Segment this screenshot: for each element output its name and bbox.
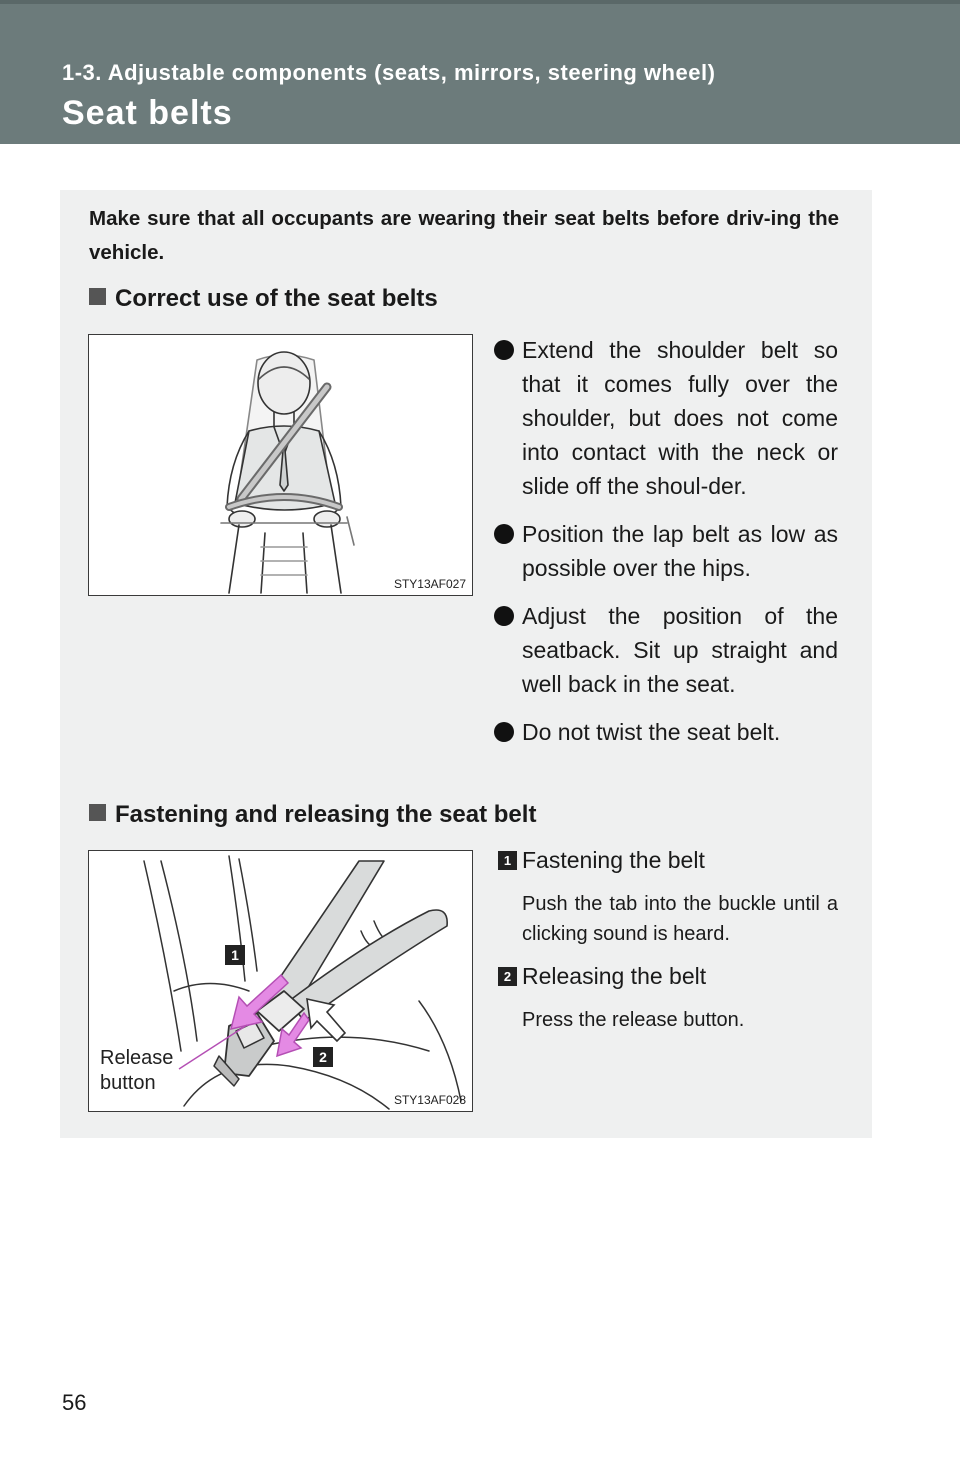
step-description: Push the tab into the buckle until a clicking sound is heard. <box>522 893 838 945</box>
bullet-item-text: Extend the shoulder belt so that it comes fully over the shoulder, but does not come into contact with the neck or slide off the shoul-der. <box>522 337 838 499</box>
bullet-item-text: Do not twist the seat belt. <box>522 719 781 745</box>
intro-text: Make sure that all occupants are wearing their seat belts before driv-ing the vehicle. <box>89 207 839 264</box>
subheading-correct-use <box>89 285 438 313</box>
step-title-text: Releasing the belt <box>522 963 707 989</box>
figure-code: STY13AF028 <box>393 1093 466 1107</box>
step-number-badge: 2 <box>498 967 517 986</box>
step-releasing <box>498 961 838 1035</box>
bullet-item-text: Adjust the position of the seatback. Sit up straight and well back in the seat. <box>522 603 838 697</box>
step-fastening <box>498 845 838 949</box>
seated-occupant-illustration <box>89 335 473 596</box>
step-title <box>498 961 838 991</box>
bullet-item <box>494 715 838 749</box>
square-bullet-icon <box>89 804 106 821</box>
bullet-item <box>494 599 838 701</box>
bullet-item-text: Position the lap belt as low as possible over the hips. <box>522 521 838 581</box>
bullet-dot-icon <box>494 340 514 360</box>
callout-label-release: Release <box>100 1047 174 1069</box>
subheading-correct-use-text: Correct use of the seat belts <box>115 285 438 312</box>
bullet-dot-icon <box>494 524 514 544</box>
header-rule <box>0 0 960 4</box>
bullet-dot-icon <box>494 722 514 742</box>
bullet-item <box>494 333 838 503</box>
step-title-text: Fastening the belt <box>522 847 705 873</box>
step-marker-1: 1 <box>231 947 239 963</box>
bullet-dot-icon <box>494 606 514 626</box>
subheading-fastening <box>89 801 536 829</box>
square-bullet-icon <box>89 288 106 305</box>
callout-label-button: button <box>100 1072 156 1094</box>
buckle-illustration <box>89 851 473 1112</box>
page-header <box>0 0 960 144</box>
page-title: Seat belts <box>62 94 233 132</box>
section-label: 1-3. Adjustable components (seats, mirrors, steering wheel) <box>62 60 716 85</box>
step-marker-2: 2 <box>319 1049 327 1065</box>
step-title <box>498 845 838 875</box>
figure-seated-occupant <box>88 334 473 596</box>
subheading-fastening-text: Fastening and releasing the seat belt <box>115 801 537 828</box>
bullet-item <box>494 517 838 585</box>
figure-code: STY13AF027 <box>393 577 466 591</box>
figure-buckle <box>88 850 473 1112</box>
page-number: 56 <box>62 1390 87 1415</box>
step-number-badge: 1 <box>498 851 517 870</box>
bullet-list-correct-use <box>494 333 838 763</box>
step-description: Press the release button. <box>522 1009 745 1031</box>
